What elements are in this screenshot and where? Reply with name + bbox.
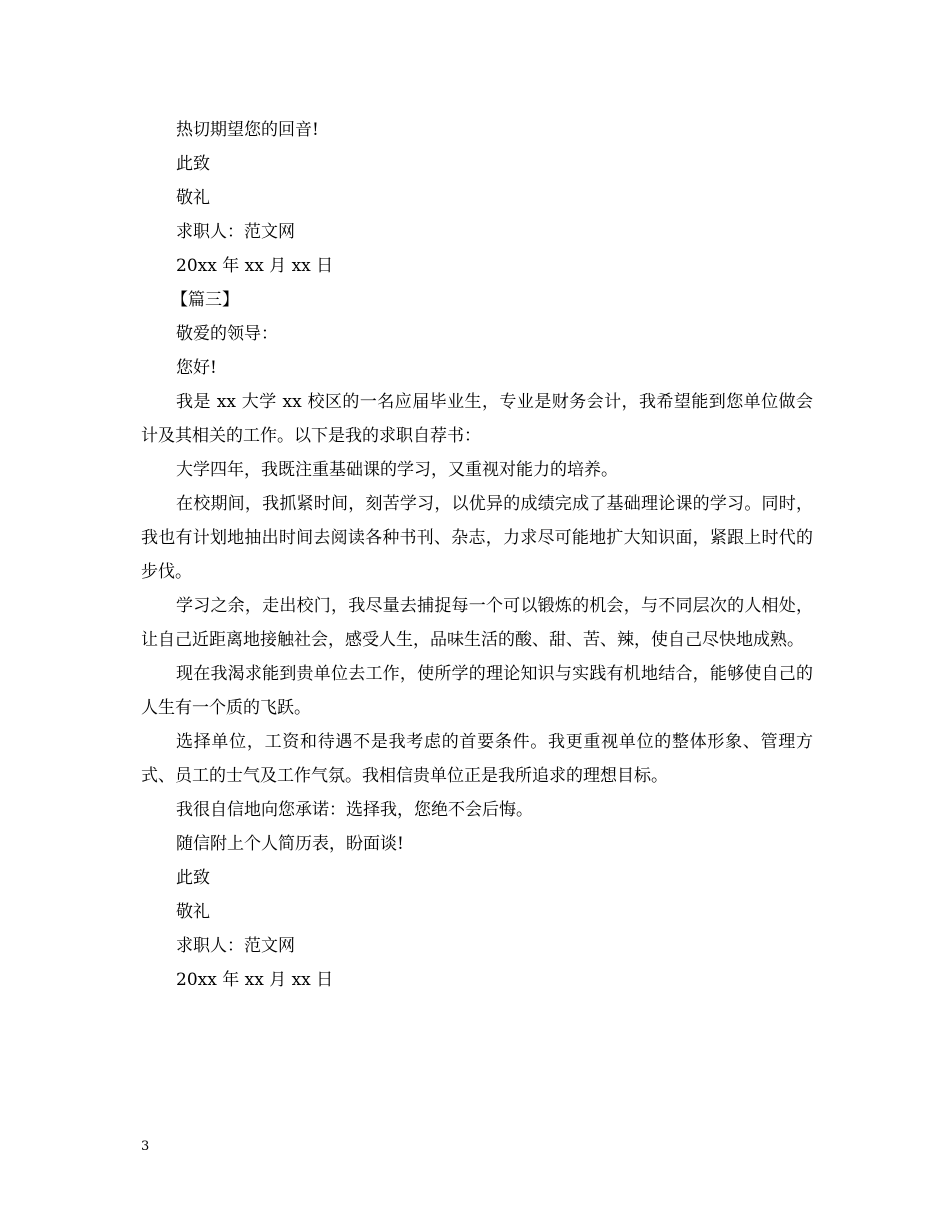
paragraph-promise: 我很自信地向您承诺：选择我，您绝不会后悔。 xyxy=(176,800,533,820)
closing-cizhi-line: 此致 xyxy=(176,154,210,174)
closing-hope-line: 热切期望您的回音! xyxy=(176,120,319,140)
closing-applicant-line-bottom: 求职人：范文网 xyxy=(176,936,295,956)
closing-date-line: 20xx 年 xx 月 xx 日 xyxy=(176,256,334,276)
closing-jingli-line: 敬礼 xyxy=(176,188,210,208)
paragraph-intro: 我是 xx 大学 xx 校区的一名应届毕业生，专业是财务会计，我希望能到您单位做会计及其相关的工作。以下是我的求职自荐书： xyxy=(141,392,813,446)
paragraph-attachment: 随信附上个人简历表，盼面谈! xyxy=(176,834,404,854)
paragraph-priorities: 选择单位，工资和待遇不是我考虑的首要条件。我更重视单位的整体形象、管理方式、员工的士气及工作气氛。我相信贵单位正是我所追求的理想目标。 xyxy=(141,732,813,786)
paragraph-university: 大学四年，我既注重基础课的学习，又重视对能力的培养。 xyxy=(176,460,618,480)
closing-date-line-bottom: 20xx 年 xx 月 xx 日 xyxy=(176,970,334,990)
paragraph-study: 在校期间，我抓紧时间，刻苦学习，以优异的成绩完成了基础理论课的学习。同时，我也有计划地抽出时间去阅读各种书刊、杂志，力求尽可能地扩大知识面，紧跟上时代的步伐。 xyxy=(141,494,813,582)
closing-cizhi-line-bottom: 此致 xyxy=(176,868,210,888)
closing-jingli-line-bottom: 敬礼 xyxy=(176,902,210,922)
greeting-line: 您好! xyxy=(176,358,217,378)
closing-applicant-line: 求职人：范文网 xyxy=(176,222,295,242)
section-heading: 【篇三】 xyxy=(171,290,239,310)
salutation-line: 敬爱的领导： xyxy=(176,324,278,344)
letter-body xyxy=(141,113,813,997)
paragraph-practice: 学习之余，走出校门，我尽量去捕捉每一个可以锻炼的机会，与不同层次的人相处，让自己近距离地接触社会，感受人生，品味生活的酸、甜、苦、辣，使自己尽快地成熟。 xyxy=(141,596,813,650)
page-number: 3 xyxy=(141,1139,150,1154)
paragraph-aspiration: 现在我渴求能到贵单位去工作，使所学的理论知识与实践有机地结合，能够使自己的人生有一个质的飞跃。 xyxy=(141,664,813,718)
